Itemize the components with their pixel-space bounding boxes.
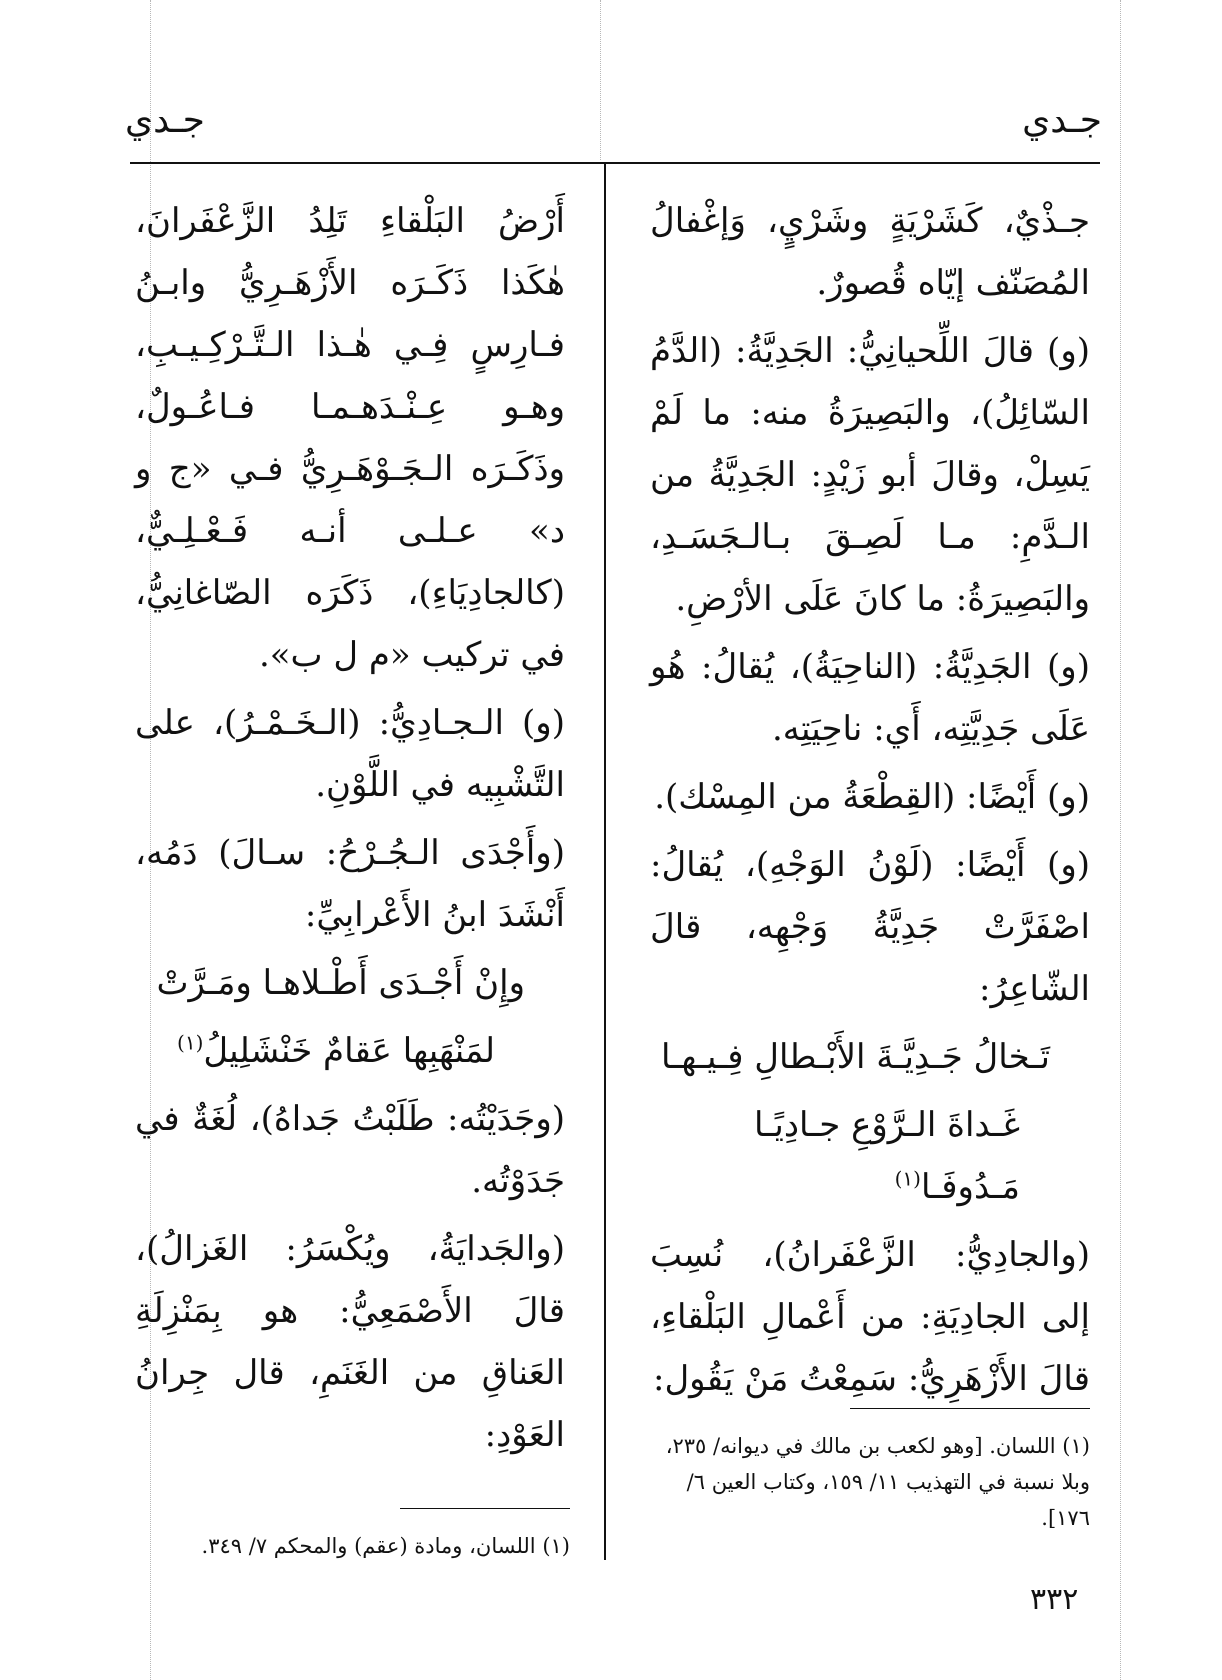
paragraph: (والجادِيُّ: الزَّعْفَرانُ)، نُسِبَ إلى الجادِيَةِ: من أَعْمالِ البَلْقاءِ، قالَ الأَزْهَرِيُّ: سَمِعْتُ مَنْ يَقُول: [650,1235,1090,1399]
footnote-mark: (١) [177,1030,204,1055]
paragraph: (و) أَيْضًا: (لَوْنُ الوَجْهِ)، يُقالُ: اصْفَرَّتْ جَدِيَّةُ وَجْهِه، قالَ الشّاعِرُ: [650,845,1090,1009]
running-header-right: جـدي [1022,100,1102,141]
paragraph: أَرْضُ البَلْقاءِ تَلِدُ الزَّعْفَرانَ، هٰكَذا ذَكَـرَه الأَزْهَـرِيُّ وابـنُ فـارِسٍ فِـي هٰـذا الـتَّـرْكِـيـبِ، وهـو عِـنْـدَهـمـا فـاعُـولٌ، وذَكَـرَه الـجَـوْهَـرِيُّ فـي «ج و د» عـلـى أنـه فَـعْـلِـيٌّ، (كالجادِيَاءِ)، ذَكَرَه الصّاغانِيُّ، في تركيب «م ل ب». [135,201,565,675]
scan-guide-line [600,0,601,160]
paragraph: (والجَدايَةُ، ويُكْسَرُ: الغَزالُ)، قالَ الأَصْمَعِيُّ: هو بِمَنْزِلَةِ العَناقِ من الغَنَمِ، قال جِرانُ العَوْدِ: [135,1229,565,1455]
footnote-rule [400,1508,570,1509]
verse-text: غَـداةَ الـرَّوْعِ جـادِيًـا مَـدُوفَـا [754,1105,1020,1207]
verse-line [650,1026,1090,1088]
paragraph: (وجَدَيْتُه: طَلَبْتُ جَداهُ)، لُغَةٌ في جَدَوْتُه. [135,1099,565,1201]
page-number: ٣٣٢ [1030,1582,1079,1617]
footnote-mark: (١) [894,1166,921,1191]
column-divider [604,162,606,1560]
right-column [650,190,1090,1416]
scan-guide-line [1120,0,1121,1680]
verse-line [650,1094,1090,1218]
footnote-rule [850,1408,1090,1409]
verse-line [135,952,565,1014]
paragraph: (وأَجْدَى الـجُـرْحُ: سـالَ) دَمُه، أَنْشَدَ ابنُ الأَعْرابِيِّ: [135,833,565,935]
header-rule [130,162,1100,164]
left-column [135,190,565,1472]
running-header-left: جـدي [125,100,205,141]
footnote-right: (١) اللسان. [وهو لكعب بن مالك في ديوانه/ ٢٣٥، وبلا نسبة في التهذيب ١١/ ١٥٩، وكتاب العين ٦/ ١٧٦]. [665,1434,1090,1530]
verse-text: لمَنْهَبِها عَقامٌ خَنْشَلِيلُ [203,1031,495,1071]
paragraph: (و) الـجـادِيُّ: (الـخَـمْـرُ)، على التَّشْبِيه في اللَّوْنِ. [135,703,565,805]
paragraph: (و) أَيْضًا: (القِطْعَةُ من المِسْك). [654,777,1090,817]
verse-text: تَـخالُ جَـدِيَّـةَ الأَبْـطالِ فِـيـهـا [661,1037,1050,1077]
paragraph: (و) قالَ اللِّحيانِيُّ: الجَدِيَّةُ: (الدَّمُ السّائِلُ)، والبَصِيرَةُ منه: ما لَمْ يَسِلْ، وقالَ أبو زَيْدٍ: الجَدِيَّةُ من الـدَّمِ: مـا لَصِـقَ بـالـجَسَـدِ، والبَصِيرَةُ: ما كانَ عَلَى الأرْضِ. [650,331,1090,619]
footnote-left: (١) اللسان، ومادة (عقم) والمحكم ٧/ ٣٤٩. [201,1534,570,1558]
verse-line [135,1020,565,1082]
paragraph: (و) الجَدِيَّةُ: (الناحِيَةُ)، يُقالُ: هُو عَلَى جَدِيَّتِه، أَي: ناحِيَتِه. [650,647,1090,749]
verse-text: وإِنْ أَجْـدَى أَطْـلاهـا ومَـرَّتْ [156,963,525,1003]
paragraph: جـذْيٌ، كَشَرْيَةٍ وشَرْيٍ، وَإغْفالُ المُصَنّف إيّاه قُصورٌ. [650,201,1090,303]
